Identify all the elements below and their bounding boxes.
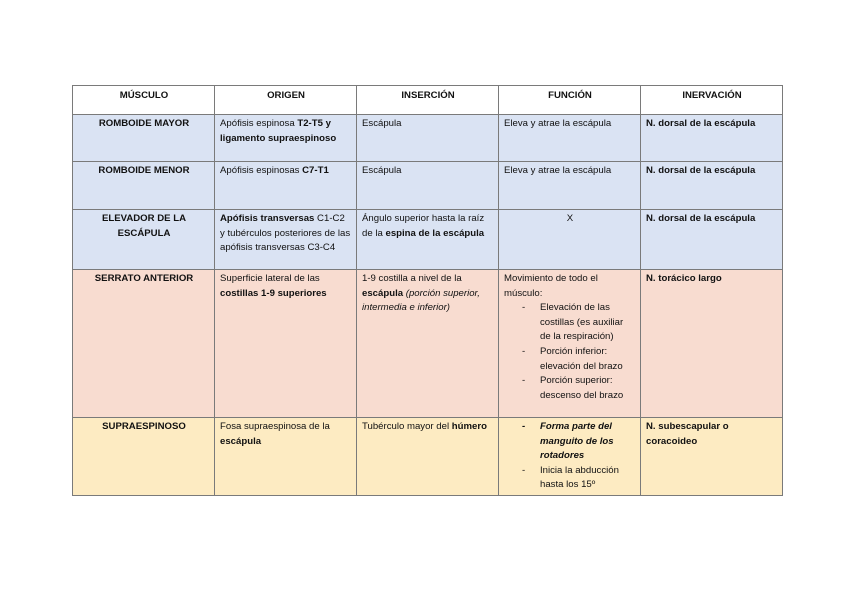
- header-function: FUNCIÓN: [499, 86, 641, 115]
- function-list: [504, 420, 636, 493]
- origin-bold-text: costillas 1-9 superiores: [220, 287, 327, 299]
- origin-cell: [215, 210, 357, 270]
- innervation-cell: N. dorsal de la escápula: [641, 162, 783, 210]
- table-row: [73, 210, 783, 270]
- function-cell: Eleva y atrae la escápula: [499, 162, 641, 210]
- origin-cell: [215, 418, 357, 496]
- muscle-name: ROMBOIDE MENOR: [73, 162, 215, 210]
- insertion-cell: Escápula: [357, 162, 499, 210]
- header-origin: ORIGEN: [215, 86, 357, 115]
- insertion-cell: [357, 418, 499, 496]
- muscle-table: [72, 85, 783, 496]
- function-cell: [499, 270, 641, 418]
- table-row: [73, 270, 783, 418]
- origin-bold-text: Apófisis transversas: [220, 213, 315, 224]
- header-muscle: MÚSCULO: [73, 86, 215, 115]
- innervation-cell: N. subescapular o coracoideo: [641, 418, 783, 496]
- origin-cell: [215, 270, 357, 418]
- header-innervation: INERVACIÓN: [641, 86, 783, 115]
- insertion-cell: [357, 210, 499, 270]
- origin-bold-text: C7-T1: [302, 165, 329, 176]
- insertion-italic-text: (porción superior, intermedia e inferior): [362, 287, 480, 314]
- list-item: - Forma parte del manguito de los rotadores: [504, 420, 636, 464]
- table-row: [73, 418, 783, 496]
- origin-bold-text: escápula: [220, 435, 262, 447]
- insertion-text: 1-9 costilla a nivel de la: [362, 273, 462, 284]
- insertion-bold-text: espina de la escápula: [385, 227, 485, 239]
- innervation-cell: N. torácico largo: [641, 270, 783, 418]
- origin-text: Apófisis espinosas: [220, 165, 303, 176]
- insertion-cell: Escápula: [357, 115, 499, 162]
- list-item: - Elevación de las costillas (es auxiliar de la respiración): [504, 301, 636, 345]
- table-row: [73, 162, 783, 210]
- muscle-name: SUPRAESPINOSO: [73, 418, 215, 496]
- innervation-cell: N. dorsal de la escápula: [641, 115, 783, 162]
- function-cell: [499, 418, 641, 496]
- table-header-row: [73, 86, 783, 115]
- list-item: - Inicia la abducción hasta los 15º: [504, 464, 636, 493]
- muscle-name: SERRATO ANTERIOR: [73, 270, 215, 418]
- list-item: - Porción inferior: elevación del brazo: [504, 345, 636, 374]
- function-intro: Movimiento de todo el músculo:: [504, 273, 598, 299]
- insertion-cell: [357, 270, 499, 418]
- table-row: [73, 115, 783, 162]
- muscle-name: ELEVADOR DE LA ESCÁPULA: [73, 210, 215, 270]
- origin-cell: [215, 162, 357, 210]
- origin-text: Superficie lateral de las: [220, 273, 320, 284]
- innervation-cell: N. dorsal de la escápula: [641, 210, 783, 270]
- origin-text: C1-C2 y tubérculos posteriores de las apófisis transversas C3-C4: [220, 213, 351, 254]
- insertion-bold-text: escápula: [362, 287, 404, 299]
- origin-text: Fosa supraespinosa de la: [220, 421, 330, 432]
- muscle-name: ROMBOIDE MAYOR: [73, 115, 215, 162]
- insertion-text: Tubérculo mayor del: [362, 421, 452, 432]
- function-list: [504, 301, 636, 403]
- origin-text: Apófisis espinosa: [220, 118, 298, 129]
- list-item: - Porción superior: descenso del brazo: [504, 374, 636, 403]
- insertion-bold-text: húmero: [451, 421, 487, 432]
- header-insertion: INSERCIÓN: [357, 86, 499, 115]
- function-cell: X: [499, 210, 641, 270]
- insertion-text: Ángulo superior hasta la raíz de la: [362, 213, 485, 239]
- origin-bold-text: T2-T5 y ligamento supraespinoso: [220, 118, 337, 144]
- origin-cell: [215, 115, 357, 162]
- function-cell: Eleva y atrae la escápula: [499, 115, 641, 162]
